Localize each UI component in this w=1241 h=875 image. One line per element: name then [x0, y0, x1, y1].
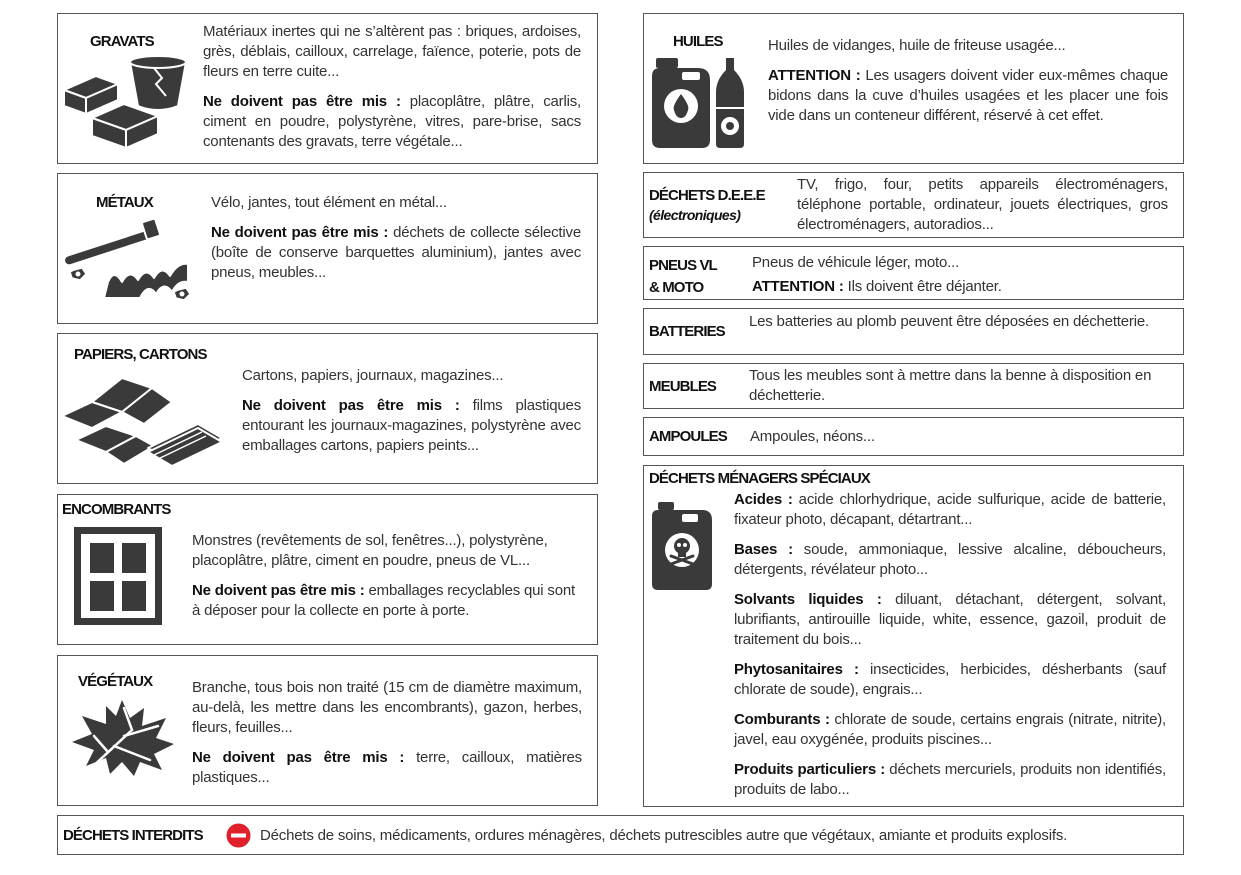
section-subtitle: (électroniques)	[649, 207, 741, 223]
section-title: VÉGÉTAUX	[78, 673, 153, 690]
section-title: HUILES	[673, 33, 723, 50]
restrictions: Ne doivent pas être mis : terre, cailloux, matières plastiques...	[192, 749, 582, 786]
window-icon	[74, 527, 162, 625]
section-huiles	[643, 13, 1184, 164]
section-title-block	[649, 255, 717, 299]
toxic-bottle-icon	[652, 502, 716, 590]
boxes-papers-icon	[62, 374, 228, 470]
description: TV, frigo, four, petits appareils électroménagers, téléphone portable, ordinateur, jouets électriques, gros électroménagers, autoradios...	[797, 176, 1168, 233]
section-title: ENCOMBRANTS	[62, 501, 171, 518]
list-item: Comburants : chlorate de soude, certains engrais (nitrate, nitrite), javel, eau oxygénée, produits piscines...	[734, 711, 1166, 748]
restrictions: Ne doivent pas être mis : placoplâtre, plâtre, carlis, ciment en poudre, polystyrène, vitres, pare-brise, sacs contenants des gravats, terre végétale...	[203, 93, 581, 150]
section-pneus	[643, 246, 1184, 300]
section-title: AMPOULES	[649, 428, 727, 445]
section-ampoules	[643, 417, 1184, 456]
list-item: Acides : acide chlorhydrique, acide sulfurique, acide de batterie, fixateur photo, décapant, détartrant...	[734, 491, 1166, 528]
section-text	[768, 36, 1168, 126]
description: Les batteries au plomb peuvent être déposées en déchetterie.	[749, 313, 1149, 330]
restrictions: Ne doivent pas être mis : emballages recyclables qui sont à déposer pour la collecte en porte à porte.	[192, 582, 575, 619]
section-deee	[643, 172, 1184, 238]
section-interdits	[57, 815, 1184, 855]
wrench-sheet-icon	[62, 218, 194, 306]
description: Pneus de véhicule léger, moto...	[752, 254, 960, 271]
section-batteries	[643, 308, 1184, 355]
description: Matériaux inertes qui ne s’altèrent pas : briques, ardoises, grès, déblais, cailloux, carrelage, faïence, poterie, pots de fleurs en terre cuite...	[203, 23, 581, 80]
description: Vélo, jantes, tout élément en métal...	[211, 194, 447, 211]
section-title: DÉCHETS MÉNAGERS SPÉCIAUX	[649, 470, 870, 487]
list-item: Bases : soude, ammoniaque, lessive alcaline, déboucheurs, détergents, révélateur photo...	[734, 541, 1167, 578]
section-text	[203, 22, 581, 152]
section-text	[734, 490, 1166, 800]
section-title-line2: & MOTO	[649, 279, 704, 296]
section-title: BATTERIES	[649, 323, 725, 340]
bricks-pot-icon	[62, 54, 192, 150]
list-item: Solvants liquides : diluant, détachant, détergent, solvant, lubrifiants, antirouille liquide, white, essence, gazoil, produit de traitement du bois...	[734, 591, 1166, 648]
description: Ampoules, néons...	[750, 428, 875, 445]
attention: ATTENTION : Ils doivent être déjanter.	[752, 278, 1002, 295]
section-encombrants	[57, 494, 598, 645]
section-text	[192, 678, 582, 788]
attention: ATTENTION : Les usagers doivent vider eux-mêmes chaque bidons dans la cuve d’huiles usagées et les placer une fois vide dans un conteneur différent, réservé à cet effet.	[768, 67, 1168, 124]
description: Monstres (revêtements de sol, fenêtres...), polystyrène, placoplâtre, plâtre, ciment en poudre, pneus de VL...	[192, 532, 548, 569]
section-title: PAPIERS, CARTONS	[74, 346, 207, 363]
section-title: MÉTAUX	[96, 194, 153, 211]
section-text	[752, 251, 1168, 299]
section-text	[192, 531, 582, 621]
section-title: GRAVATS	[90, 33, 154, 50]
section-title: DÉCHETS INTERDITS	[63, 827, 203, 844]
section-text	[211, 193, 581, 283]
section-text	[242, 366, 581, 456]
no-entry-icon	[226, 823, 251, 848]
section-meubles	[643, 363, 1184, 409]
section-title-line1: PNEUS VL	[649, 257, 717, 274]
restrictions: Ne doivent pas être mis : films plastiques entourant les journaux-magazines, polystyrène avec emballages cartons, papiers peints...	[242, 397, 581, 454]
section-vegetaux	[57, 655, 598, 806]
section-title: MEUBLES	[649, 378, 717, 395]
section-title-block	[649, 186, 765, 225]
section-dms	[643, 465, 1184, 807]
restrictions: Ne doivent pas être mis : déchets de collecte sélective (boîte de conserve barquettes aluminium), jantes avec pneus, meubles...	[211, 224, 581, 281]
section-metaux	[57, 173, 598, 324]
description: Déchets de soins, médicaments, ordures ménagères, déchets putrescibles autre que végétaux, amiante et produits explosifs.	[260, 827, 1068, 844]
description: Branche, tous bois non traité (15 cm de diamètre maximum, au-delà, les mettre dans les encombrants), gazon, herbes, fleurs, feuilles...	[192, 679, 582, 736]
description: Cartons, papiers, journaux, magazines...	[242, 367, 504, 384]
description: Huiles de vidanges, huile de friteuse usagée...	[768, 37, 1066, 54]
section-gravats	[57, 13, 598, 164]
list-item: Produits particuliers : déchets mercuriels, produits non identifiés, produits de labo...	[734, 761, 1166, 798]
section-title: DÉCHETS D.E.E.E	[649, 187, 765, 204]
description: Tous les meubles sont à mettre dans la benne à disposition en déchetterie.	[749, 367, 1152, 404]
leaf-icon	[70, 696, 176, 784]
oil-cans-icon	[652, 58, 752, 148]
list-item: Phytosanitaires : insecticides, herbicides, désherbants (sauf chlorate de soude), engrais...	[734, 661, 1166, 698]
section-papiers-cartons	[57, 333, 598, 484]
